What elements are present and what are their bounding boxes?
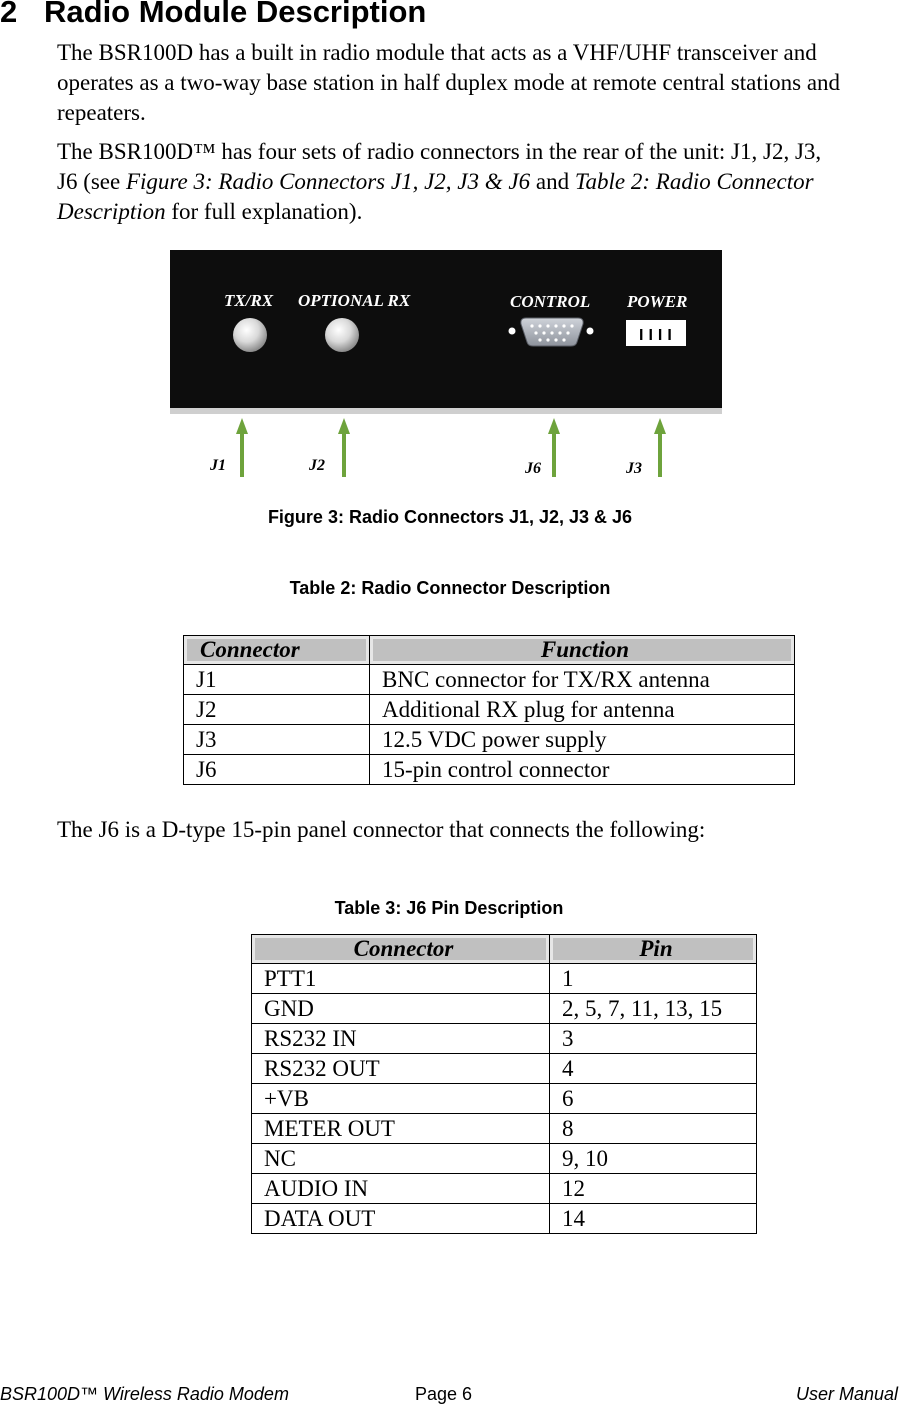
- paragraph-text: for full explanation).: [165, 199, 363, 224]
- table-cell: RS232 IN: [252, 1024, 550, 1054]
- table-row: [184, 695, 795, 725]
- table-row: [252, 994, 757, 1024]
- dsub-screw-right: [587, 328, 594, 335]
- table-cell: DATA OUT: [252, 1204, 550, 1234]
- table-header-pin: Pin: [550, 935, 757, 964]
- table-cell: 4: [550, 1054, 757, 1084]
- table-row: [252, 1204, 757, 1234]
- table-row: [252, 964, 757, 994]
- pointer-label-j3: J3: [626, 460, 642, 477]
- pointer-label-j1: J1: [210, 457, 226, 474]
- table-row: [252, 1114, 757, 1144]
- section-heading: [0, 0, 426, 30]
- table-cell: 1: [550, 964, 757, 994]
- table3-caption: Table 3: J6 Pin Description: [334, 898, 564, 918]
- figure-reference: Figure 3: Radio Connectors J1, J2, J3 & J6: [125, 169, 531, 194]
- footer-document-title: BSR100D™ Wireless Radio Modem: [0, 1384, 289, 1404]
- footer-page-number: Page 6: [415, 1384, 473, 1404]
- radio-connectors-figure: [160, 238, 740, 493]
- table-cell: J2: [184, 695, 370, 725]
- pointer-label-j2: J2: [309, 457, 325, 474]
- table-row: [252, 1174, 757, 1204]
- table-cell: Additional RX plug for antenna: [370, 695, 795, 725]
- connector-table: [183, 635, 795, 785]
- table-cell: 2, 5, 7, 11, 13, 15: [550, 994, 757, 1024]
- table-row: [184, 665, 795, 695]
- label-power: POWER: [627, 292, 688, 311]
- label-txrx: TX/RX: [224, 291, 274, 310]
- table-row: [184, 755, 795, 785]
- table-row: [252, 1054, 757, 1084]
- table-cell: +VB: [252, 1084, 550, 1114]
- table-reference: Table 2: Radio Connector Description: [57, 169, 814, 224]
- table-cell: 14: [550, 1204, 757, 1234]
- paragraph-text: The BSR100D™ has four sets of radio connectors in the rear of the unit: J1, J2, J3, J6 (see: [57, 139, 822, 194]
- table-cell: 12.5 VDC power supply: [370, 725, 795, 755]
- table-cell: BNC connector for TX/RX antenna: [370, 665, 795, 695]
- table-header-connector: Connector: [252, 935, 550, 964]
- table-cell: J1: [184, 665, 370, 695]
- table-cell: 15-pin control connector: [370, 755, 795, 785]
- intro-paragraph: [57, 38, 857, 128]
- footer-manual-label: User Manual: [795, 1384, 898, 1404]
- table-cell: J6: [184, 755, 370, 785]
- paragraph-text: The BSR100D has a built in radio module that acts as a VHF/UHF transceiver and operates as a two-way base station in half duplex mode at remote central stations and repeaters.: [57, 40, 841, 125]
- j6-paragraph: [57, 815, 857, 845]
- table-row: [252, 1144, 757, 1174]
- table-header-row: [252, 935, 757, 964]
- pointer-arrows: [236, 418, 666, 477]
- label-control: CONTROL: [510, 292, 591, 311]
- rx-plug-j2: [325, 318, 359, 352]
- table2-caption: Table 2: Radio Connector Description: [289, 578, 611, 598]
- section-number: 2: [0, 0, 18, 29]
- table-header-connector: Connector: [184, 636, 370, 665]
- table-cell: PTT1: [252, 964, 550, 994]
- table-row: [252, 1024, 757, 1054]
- panel-ledge: [170, 408, 722, 414]
- table-cell: 8: [550, 1114, 757, 1144]
- table-row: [252, 1084, 757, 1114]
- table-header-row: [184, 636, 795, 665]
- pointer-label-j6: J6: [525, 460, 541, 477]
- paragraph-text: and: [530, 169, 575, 194]
- section-title: Radio Module Description: [44, 0, 427, 29]
- pin-table: [251, 934, 757, 1234]
- power-pins: IIII: [639, 327, 677, 344]
- label-optional-rx: OPTIONAL RX: [298, 291, 411, 310]
- table-cell: 6: [550, 1084, 757, 1114]
- table-header-function: Function: [370, 636, 795, 665]
- table-cell: 3: [550, 1024, 757, 1054]
- table-cell: 12: [550, 1174, 757, 1204]
- paragraph-text: The J6 is a D-type 15-pin panel connector that connects the following:: [57, 817, 706, 842]
- table-cell: J3: [184, 725, 370, 755]
- table-cell: NC: [252, 1144, 550, 1174]
- table-cell: METER OUT: [252, 1114, 550, 1144]
- table-cell: RS232 OUT: [252, 1054, 550, 1084]
- figure-caption: Figure 3: Radio Connectors J1, J2, J3 & J6: [267, 507, 633, 527]
- table-cell: AUDIO IN: [252, 1174, 550, 1204]
- table-row: [184, 725, 795, 755]
- bnc-connector-j1: [233, 318, 267, 352]
- table-cell: 9, 10: [550, 1144, 757, 1174]
- table-cell: GND: [252, 994, 550, 1024]
- connectors-paragraph: [57, 137, 847, 227]
- dsub-screw-left: [509, 328, 516, 335]
